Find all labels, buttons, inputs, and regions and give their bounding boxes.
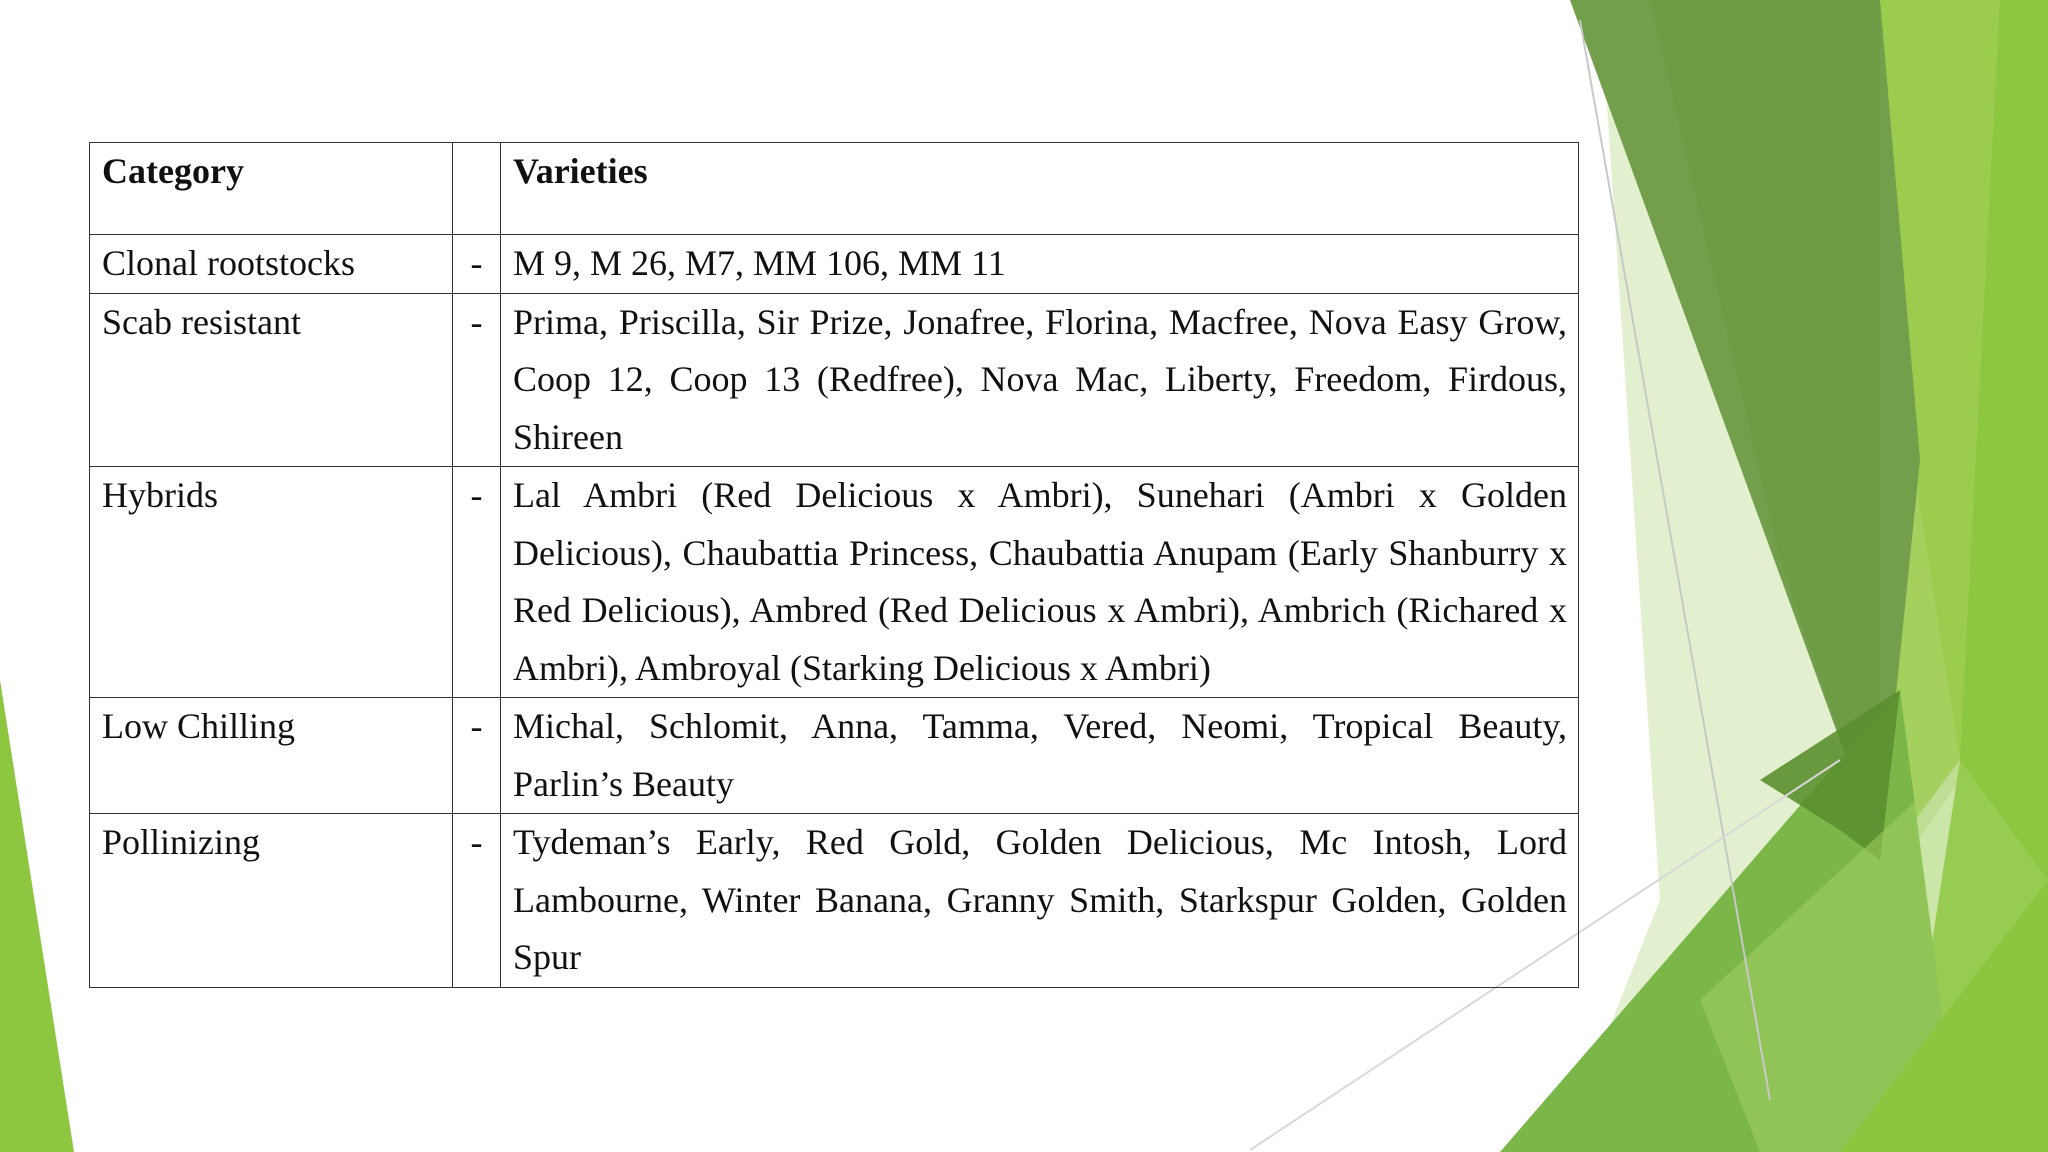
table-row	[90, 814, 1579, 988]
table-row	[90, 467, 1579, 698]
separator-cell: -	[453, 698, 501, 814]
table-row	[90, 698, 1579, 814]
varieties-cell: Michal, Schlomit, Anna, Tamma, Vered, Neomi, Tropical Beauty, Parlin’s Beauty	[501, 698, 1579, 814]
table-header-row	[90, 143, 1579, 235]
header-category: Category	[90, 143, 453, 235]
category-cell: Low Chilling	[90, 698, 453, 814]
header-separator	[453, 143, 501, 235]
table-row	[90, 293, 1579, 467]
category-cell: Clonal rootstocks	[90, 235, 453, 294]
separator-cell: -	[453, 467, 501, 698]
separator-cell: -	[453, 235, 501, 294]
varieties-cell: M 9, M 26, M7, MM 106, MM 11	[501, 235, 1579, 294]
varieties-cell: Tydeman’s Early, Red Gold, Golden Delicious, Mc Intosh, Lord Lambourne, Winter Banana, Granny Smith, Starkspur Golden, Golden Spur	[501, 814, 1579, 988]
table-row	[90, 235, 1579, 294]
varieties-cell: Prima, Priscilla, Sir Prize, Jonafree, Florina, Macfree, Nova Easy Grow, Coop 12, Coop 13 (Redfree), Nova Mac, Liberty, Freedom, Firdous, Shireen	[501, 293, 1579, 467]
separator-cell: -	[453, 814, 501, 988]
category-cell: Pollinizing	[90, 814, 453, 988]
varieties-table	[89, 142, 1579, 988]
category-cell: Scab resistant	[90, 293, 453, 467]
varieties-cell: Lal Ambri (Red Delicious x Ambri), Sunehari (Ambri x Golden Delicious), Chaubattia Princess, Chaubattia Anupam (Early Shanburry x Red Delicious), Ambred (Red Delicious x Ambri), Ambrich (Richared x Ambri), Ambroyal (Starking Delicious x Ambri)	[501, 467, 1579, 698]
header-varieties: Varieties	[501, 143, 1579, 235]
separator-cell: -	[453, 293, 501, 467]
decor-facet-left	[0, 680, 74, 1152]
category-cell: Hybrids	[90, 467, 453, 698]
